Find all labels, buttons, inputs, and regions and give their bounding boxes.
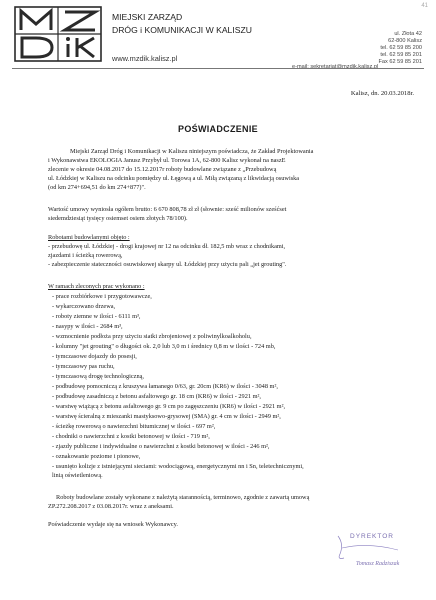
scope-item: zjazdami i ścieżką rowerową, (48, 252, 123, 259)
website-link[interactable]: www.mzdik.kalisz.pl (112, 54, 178, 63)
work-item: - roboty ziemne w ilości - 6111 m³, (52, 313, 141, 320)
work-item: - wykarczowano drzewa, (52, 303, 116, 310)
work-item: - warstwę ścieralną z mieszanki mastyksowo-grysowej (SMA) gr. 4 cm w ilości - 2949 m², (52, 413, 281, 420)
scope-item: - przebudowę ul. Łódzkiej - drogi krajowej nr 12 na odcinku dł. 182,5 mb wraz z chodnikami, (48, 243, 286, 250)
closing-line: ZP.272.208.2017 z 03.08.2017r. wraz z aneksami. (48, 503, 174, 510)
work-item: - tymczasową drogę technologiczną, (52, 373, 144, 380)
date-line: Kalisz, dn. 20.03.2018r. (350, 90, 414, 97)
work-item: - tymczasowe dojazdy do posesji, (52, 353, 137, 360)
header-divider (12, 68, 424, 69)
closing-line: Roboty budowlane zostały wykonane z należytą starannością, terminowo, zgodnie z zawartą umową (56, 494, 310, 501)
work-item: - podbudowę pomocniczą z kruszywa łamanego 0/63, gr. 20cm (KR6) w ilości - 3048 m², (52, 383, 278, 390)
works-heading: W ramach zleconych prac wykonano : (48, 283, 145, 290)
mzdik-logo (14, 6, 102, 62)
address-street: ul. Złota 42 (394, 31, 422, 37)
work-item: linią oświetleniową. (52, 472, 103, 479)
phone-2: tel. 62 59 85 201 (380, 52, 422, 58)
org-name-line1: MIEJSKI ZARZĄD (112, 12, 183, 22)
work-item: - ścieżkę rowerową o nawierzchni bitumicznej w ilości - 697 m², (52, 423, 216, 430)
scope-heading: Robotami budowlanymi objęto : (48, 234, 130, 241)
address-city: 62-800 Kalisz (388, 38, 422, 44)
work-item: - chodniki o nawierzchni z kostki betonowej w ilości - 719 m², (52, 433, 210, 440)
signature-graphic (320, 528, 420, 578)
stamp-title: DYREKTOR (350, 533, 394, 540)
value-line: Wartość umowy wyniosła ogółem brutto: 6 670 808,78 zł zł (słownie: sześć milionów sześćset (48, 206, 287, 213)
document-title: POŚWIADCZENIE (178, 124, 258, 134)
intro-line: Miejski Zarząd Dróg i Komunikacji w Kaliszu niniejszym poświadcza, że Zakład Projektowania (70, 148, 314, 155)
org-name-line2: DRÓG i KOMUNIKACJI W KALISZU (112, 25, 252, 35)
director-signature-stamp (320, 528, 420, 578)
work-item: - oznakowanie poziome i pionowe, (52, 453, 141, 460)
phone-1: tel. 62 59 85 200 (380, 45, 422, 51)
value-line: siedemdziesiąt tysięcy osiemset osiem złotych 78/100). (48, 215, 188, 222)
final-note: Poświadczenie wydaje się na wniosek Wykonawcy. (48, 521, 178, 528)
intro-line: ul. Łódzkiej w Kaliszu na odcinku pomiędzy ul. Łęgową a ul. Miłą związaną z likwidacją osuwiska (48, 175, 300, 182)
intro-line: i Wykonawstwa EKOLOGIA Janusz Przybył ul. Torowa 1A, 62-800 Kalisz wykonał na naszE (48, 157, 286, 164)
logo-graphic (14, 6, 102, 62)
work-item: - warstwę wiążącą z betonu asfaltowego gr. 9 cm po zagęszczeniu (KR6) w ilości - 2921 m², (52, 403, 286, 410)
work-item: - kolumny "jet grouting" o długości ok. 2,0 lub 3,0 m i średnicy 0,8 m w ilości - 724 mb, (52, 343, 276, 350)
work-item: - usunięto kolizje z istniejącymi sieciami: wodociągową, energetycznymi nn i Sn, teletechnicznymi, (52, 463, 304, 470)
fax-number: Fax 62 59 85 201 (378, 59, 422, 65)
work-item: - wzmocnienie podłoża przy użyciu siatki zbrojeniowej z poliwinylkoalkoholu, (52, 333, 252, 340)
intro-line: (od km 274+694,51 do km 274+877)". (48, 184, 146, 191)
intro-line: zlecenie w okresie 04.08.2017 do 15.12.2017r roboty budowlane związane z „Przebudową (48, 166, 277, 173)
work-item: - nasypy w ilości - 2684 m³, (52, 323, 123, 330)
work-item: - podbudowę zasadniczą z betonu asfaltowego gr. 18 cm (KR6) w ilości - 2921 m², (52, 393, 261, 400)
work-item: - prace rozbiórkowe i przygotowawcze, (52, 293, 152, 300)
email-address[interactable]: e-mail: sekretariat@mzdik.kalisz.pl (292, 64, 379, 70)
work-item: - tymczasowy pas ruchu, (52, 363, 115, 370)
page-number: 41 (421, 3, 428, 9)
work-item: - zjazdy publiczne i indywidualne o nawierzchni z kostki betonowej w ilości - 246 m², (52, 443, 270, 450)
stamp-name: Tomasz Radziszak (356, 561, 400, 567)
scope-item: - zabezpieczenie stateczności osuwiskowej skarpy ul. Łódzkiej przy użyciu pali „jet grouting". (48, 261, 287, 268)
